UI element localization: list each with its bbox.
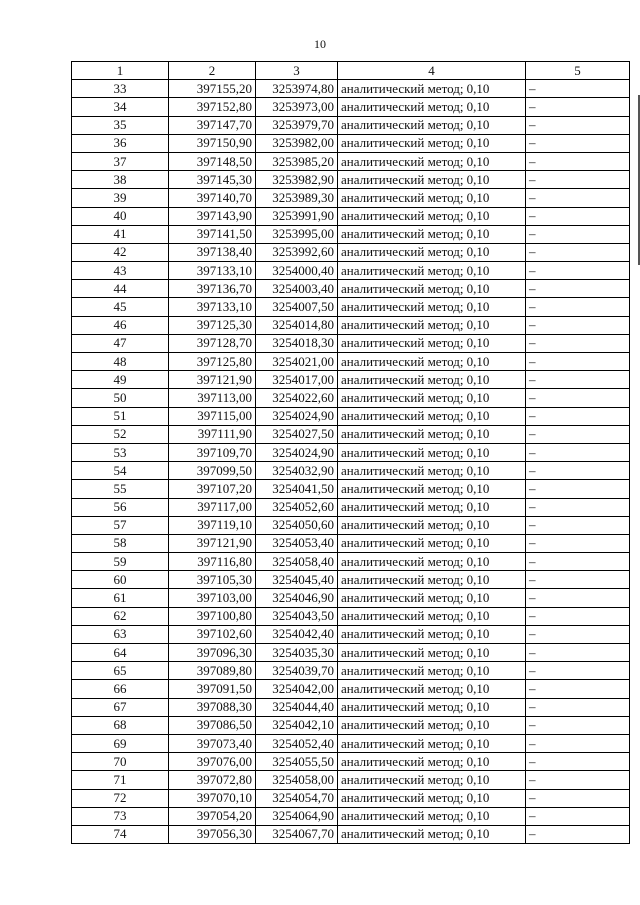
point-number-cell: 43 [72, 262, 169, 280]
table-row [72, 680, 630, 698]
x-coordinate-cell: 397072,80 [169, 771, 256, 789]
point-number-cell: 56 [72, 498, 169, 516]
table-row [72, 516, 630, 534]
table-row [72, 134, 630, 152]
x-coordinate-cell: 397152,80 [169, 98, 256, 116]
method-cell: аналитический метод; 0,10 [338, 534, 526, 552]
x-coordinate-cell: 397102,60 [169, 625, 256, 643]
x-coordinate-cell: 397125,30 [169, 316, 256, 334]
point-number-cell: 66 [72, 680, 169, 698]
y-coordinate-cell: 3254027,50 [256, 425, 338, 443]
method-cell: аналитический метод; 0,10 [338, 462, 526, 480]
point-number-cell: 34 [72, 98, 169, 116]
method-cell: аналитический метод; 0,10 [338, 589, 526, 607]
method-cell: аналитический метод; 0,10 [338, 298, 526, 316]
note-cell: – [526, 625, 630, 643]
y-coordinate-cell: 3254041,50 [256, 480, 338, 498]
x-coordinate-cell: 397099,50 [169, 462, 256, 480]
method-cell: аналитический метод; 0,10 [338, 625, 526, 643]
method-cell: аналитический метод; 0,10 [338, 734, 526, 752]
x-coordinate-cell: 397109,70 [169, 443, 256, 461]
point-number-cell: 49 [72, 371, 169, 389]
method-cell: аналитический метод; 0,10 [338, 516, 526, 534]
method-cell: аналитический метод; 0,10 [338, 480, 526, 498]
x-coordinate-cell: 397076,00 [169, 753, 256, 771]
note-cell: – [526, 680, 630, 698]
x-coordinate-cell: 397113,00 [169, 389, 256, 407]
point-number-cell: 51 [72, 407, 169, 425]
x-coordinate-cell: 397155,20 [169, 80, 256, 98]
note-cell: – [526, 371, 630, 389]
note-cell: – [526, 462, 630, 480]
x-coordinate-cell: 397150,90 [169, 134, 256, 152]
y-coordinate-cell: 3254003,40 [256, 280, 338, 298]
note-cell: – [526, 98, 630, 116]
point-number-cell: 63 [72, 625, 169, 643]
table-row [72, 589, 630, 607]
y-coordinate-cell: 3254058,00 [256, 771, 338, 789]
y-coordinate-cell: 3254050,60 [256, 516, 338, 534]
table-row [72, 789, 630, 807]
table-row [72, 316, 630, 334]
point-number-cell: 44 [72, 280, 169, 298]
x-coordinate-cell: 397133,10 [169, 262, 256, 280]
note-cell: – [526, 425, 630, 443]
point-number-cell: 74 [72, 825, 169, 843]
table-row [72, 189, 630, 207]
table-row [72, 443, 630, 461]
note-cell: – [526, 534, 630, 552]
header-col-5: 5 [526, 62, 630, 80]
y-coordinate-cell: 3254032,90 [256, 462, 338, 480]
y-coordinate-cell: 3254067,70 [256, 825, 338, 843]
table-row [72, 644, 630, 662]
point-number-cell: 58 [72, 534, 169, 552]
note-cell: – [526, 207, 630, 225]
note-cell: – [526, 262, 630, 280]
point-number-cell: 68 [72, 716, 169, 734]
method-cell: аналитический метод; 0,10 [338, 771, 526, 789]
x-coordinate-cell: 397103,00 [169, 589, 256, 607]
y-coordinate-cell: 3254022,60 [256, 389, 338, 407]
y-coordinate-cell: 3254053,40 [256, 534, 338, 552]
note-cell: – [526, 825, 630, 843]
method-cell: аналитический метод; 0,10 [338, 571, 526, 589]
x-coordinate-cell: 397140,70 [169, 189, 256, 207]
x-coordinate-cell: 397073,40 [169, 734, 256, 752]
point-number-cell: 36 [72, 134, 169, 152]
point-number-cell: 37 [72, 152, 169, 170]
point-number-cell: 57 [72, 516, 169, 534]
table-row [72, 571, 630, 589]
table-row [72, 534, 630, 552]
y-coordinate-cell: 3254021,00 [256, 353, 338, 371]
note-cell: – [526, 189, 630, 207]
method-cell: аналитический метод; 0,10 [338, 134, 526, 152]
method-cell: аналитический метод; 0,10 [338, 443, 526, 461]
y-coordinate-cell: 3254058,40 [256, 553, 338, 571]
y-coordinate-cell: 3254035,30 [256, 644, 338, 662]
point-number-cell: 72 [72, 789, 169, 807]
page-number: 10 [314, 37, 326, 51]
table-row [72, 771, 630, 789]
y-coordinate-cell: 3253995,00 [256, 225, 338, 243]
x-coordinate-cell: 397138,40 [169, 243, 256, 261]
x-coordinate-cell: 397115,00 [169, 407, 256, 425]
table-row [72, 607, 630, 625]
method-cell: аналитический метод; 0,10 [338, 716, 526, 734]
y-coordinate-cell: 3254018,30 [256, 334, 338, 352]
table-row [72, 498, 630, 516]
note-cell: – [526, 516, 630, 534]
x-coordinate-cell: 397133,10 [169, 298, 256, 316]
method-cell: аналитический метод; 0,10 [338, 389, 526, 407]
x-coordinate-cell: 397125,80 [169, 353, 256, 371]
note-cell: – [526, 116, 630, 134]
x-coordinate-cell: 397070,10 [169, 789, 256, 807]
table-row [72, 116, 630, 134]
table-row [72, 553, 630, 571]
table-row [72, 98, 630, 116]
x-coordinate-cell: 397141,50 [169, 225, 256, 243]
method-cell: аналитический метод; 0,10 [338, 644, 526, 662]
table-row [72, 753, 630, 771]
table-row [72, 734, 630, 752]
table-row [72, 80, 630, 98]
y-coordinate-cell: 3254017,00 [256, 371, 338, 389]
y-coordinate-cell: 3253974,80 [256, 80, 338, 98]
note-cell: – [526, 789, 630, 807]
table-row [72, 480, 630, 498]
y-coordinate-cell: 3254052,60 [256, 498, 338, 516]
x-coordinate-cell: 397117,00 [169, 498, 256, 516]
table-row [72, 207, 630, 225]
y-coordinate-cell: 3253982,00 [256, 134, 338, 152]
method-cell: аналитический метод; 0,10 [338, 753, 526, 771]
method-cell: аналитический метод; 0,10 [338, 171, 526, 189]
point-number-cell: 46 [72, 316, 169, 334]
note-cell: – [526, 753, 630, 771]
point-number-cell: 60 [72, 571, 169, 589]
y-coordinate-cell: 3253991,90 [256, 207, 338, 225]
point-number-cell: 48 [72, 353, 169, 371]
point-number-cell: 70 [72, 753, 169, 771]
table-row [72, 353, 630, 371]
table-row [72, 407, 630, 425]
point-number-cell: 69 [72, 734, 169, 752]
table-row [72, 262, 630, 280]
x-coordinate-cell: 397100,80 [169, 607, 256, 625]
point-number-cell: 53 [72, 443, 169, 461]
x-coordinate-cell: 397088,30 [169, 698, 256, 716]
method-cell: аналитический метод; 0,10 [338, 825, 526, 843]
note-cell: – [526, 134, 630, 152]
note-cell: – [526, 443, 630, 461]
table-row [72, 625, 630, 643]
note-cell: – [526, 698, 630, 716]
table-row [72, 825, 630, 843]
note-cell: – [526, 553, 630, 571]
method-cell: аналитический метод; 0,10 [338, 316, 526, 334]
point-number-cell: 55 [72, 480, 169, 498]
y-coordinate-cell: 3254052,40 [256, 734, 338, 752]
point-number-cell: 62 [72, 607, 169, 625]
x-coordinate-cell: 397119,10 [169, 516, 256, 534]
method-cell: аналитический метод; 0,10 [338, 280, 526, 298]
note-cell: – [526, 243, 630, 261]
table-row [72, 171, 630, 189]
x-coordinate-cell: 397145,30 [169, 171, 256, 189]
x-coordinate-cell: 397086,50 [169, 716, 256, 734]
point-number-cell: 67 [72, 698, 169, 716]
y-coordinate-cell: 3254045,40 [256, 571, 338, 589]
y-coordinate-cell: 3254046,90 [256, 589, 338, 607]
point-number-cell: 38 [72, 171, 169, 189]
point-number-cell: 73 [72, 807, 169, 825]
method-cell: аналитический метод; 0,10 [338, 407, 526, 425]
note-cell: – [526, 716, 630, 734]
table-row [72, 389, 630, 407]
x-coordinate-cell: 397111,90 [169, 425, 256, 443]
table-row [72, 662, 630, 680]
table-row [72, 371, 630, 389]
x-coordinate-cell: 397096,30 [169, 644, 256, 662]
table-row [72, 298, 630, 316]
coordinates-table [71, 61, 630, 844]
note-cell: – [526, 644, 630, 662]
header-col-4: 4 [338, 62, 526, 80]
header-col-3: 3 [256, 62, 338, 80]
method-cell: аналитический метод; 0,10 [338, 662, 526, 680]
method-cell: аналитический метод; 0,10 [338, 334, 526, 352]
method-cell: аналитический метод; 0,10 [338, 225, 526, 243]
x-coordinate-cell: 397136,70 [169, 280, 256, 298]
point-number-cell: 41 [72, 225, 169, 243]
y-coordinate-cell: 3254007,50 [256, 298, 338, 316]
method-cell: аналитический метод; 0,10 [338, 152, 526, 170]
method-cell: аналитический метод; 0,10 [338, 262, 526, 280]
y-coordinate-cell: 3254042,00 [256, 680, 338, 698]
method-cell: аналитический метод; 0,10 [338, 371, 526, 389]
note-cell: – [526, 734, 630, 752]
x-coordinate-cell: 397143,90 [169, 207, 256, 225]
point-number-cell: 42 [72, 243, 169, 261]
method-cell: аналитический метод; 0,10 [338, 425, 526, 443]
y-coordinate-cell: 3254042,40 [256, 625, 338, 643]
method-cell: аналитический метод; 0,10 [338, 189, 526, 207]
method-cell: аналитический метод; 0,10 [338, 498, 526, 516]
method-cell: аналитический метод; 0,10 [338, 807, 526, 825]
note-cell: – [526, 407, 630, 425]
note-cell: – [526, 80, 630, 98]
point-number-cell: 61 [72, 589, 169, 607]
table-row [72, 716, 630, 734]
point-number-cell: 71 [72, 771, 169, 789]
method-cell: аналитический метод; 0,10 [338, 207, 526, 225]
note-cell: – [526, 280, 630, 298]
note-cell: – [526, 589, 630, 607]
y-coordinate-cell: 3253985,20 [256, 152, 338, 170]
x-coordinate-cell: 397116,80 [169, 553, 256, 571]
point-number-cell: 35 [72, 116, 169, 134]
table-row [72, 152, 630, 170]
x-coordinate-cell: 397121,90 [169, 534, 256, 552]
y-coordinate-cell: 3254044,40 [256, 698, 338, 716]
x-coordinate-cell: 397148,50 [169, 152, 256, 170]
y-coordinate-cell: 3254055,50 [256, 753, 338, 771]
note-cell: – [526, 662, 630, 680]
y-coordinate-cell: 3254024,90 [256, 407, 338, 425]
note-cell: – [526, 298, 630, 316]
y-coordinate-cell: 3254054,70 [256, 789, 338, 807]
note-cell: – [526, 389, 630, 407]
note-cell: – [526, 152, 630, 170]
table-header-row [72, 62, 630, 80]
y-coordinate-cell: 3254039,70 [256, 662, 338, 680]
y-coordinate-cell: 3254000,40 [256, 262, 338, 280]
x-coordinate-cell: 397089,80 [169, 662, 256, 680]
note-cell: – [526, 807, 630, 825]
table-row [72, 807, 630, 825]
header-col-2: 2 [169, 62, 256, 80]
method-cell: аналитический метод; 0,10 [338, 607, 526, 625]
point-number-cell: 59 [72, 553, 169, 571]
point-number-cell: 40 [72, 207, 169, 225]
x-coordinate-cell: 397054,20 [169, 807, 256, 825]
table-row [72, 280, 630, 298]
y-coordinate-cell: 3253982,90 [256, 171, 338, 189]
x-coordinate-cell: 397107,20 [169, 480, 256, 498]
y-coordinate-cell: 3253992,60 [256, 243, 338, 261]
note-cell: – [526, 316, 630, 334]
note-cell: – [526, 607, 630, 625]
method-cell: аналитический метод; 0,10 [338, 116, 526, 134]
y-coordinate-cell: 3253973,00 [256, 98, 338, 116]
y-coordinate-cell: 3254064,90 [256, 807, 338, 825]
y-coordinate-cell: 3253979,70 [256, 116, 338, 134]
point-number-cell: 50 [72, 389, 169, 407]
note-cell: – [526, 225, 630, 243]
x-coordinate-cell: 397128,70 [169, 334, 256, 352]
table-row [72, 462, 630, 480]
point-number-cell: 54 [72, 462, 169, 480]
y-coordinate-cell: 3254024,90 [256, 443, 338, 461]
header-col-1: 1 [72, 62, 169, 80]
note-cell: – [526, 571, 630, 589]
method-cell: аналитический метод; 0,10 [338, 98, 526, 116]
x-coordinate-cell: 397056,30 [169, 825, 256, 843]
table-row [72, 698, 630, 716]
y-coordinate-cell: 3254014,80 [256, 316, 338, 334]
note-cell: – [526, 498, 630, 516]
method-cell: аналитический метод; 0,10 [338, 789, 526, 807]
note-cell: – [526, 771, 630, 789]
note-cell: – [526, 171, 630, 189]
table-row [72, 243, 630, 261]
table-row [72, 225, 630, 243]
point-number-cell: 64 [72, 644, 169, 662]
note-cell: – [526, 353, 630, 371]
method-cell: аналитический метод; 0,10 [338, 243, 526, 261]
point-number-cell: 47 [72, 334, 169, 352]
y-coordinate-cell: 3254043,50 [256, 607, 338, 625]
method-cell: аналитический метод; 0,10 [338, 553, 526, 571]
table-row [72, 425, 630, 443]
x-coordinate-cell: 397147,70 [169, 116, 256, 134]
note-cell: – [526, 480, 630, 498]
point-number-cell: 52 [72, 425, 169, 443]
x-coordinate-cell: 397105,30 [169, 571, 256, 589]
point-number-cell: 65 [72, 662, 169, 680]
y-coordinate-cell: 3253989,30 [256, 189, 338, 207]
x-coordinate-cell: 397091,50 [169, 680, 256, 698]
point-number-cell: 39 [72, 189, 169, 207]
table-row [72, 334, 630, 352]
method-cell: аналитический метод; 0,10 [338, 80, 526, 98]
point-number-cell: 33 [72, 80, 169, 98]
method-cell: аналитический метод; 0,10 [338, 680, 526, 698]
point-number-cell: 45 [72, 298, 169, 316]
note-cell: – [526, 334, 630, 352]
x-coordinate-cell: 397121,90 [169, 371, 256, 389]
y-coordinate-cell: 3254042,10 [256, 716, 338, 734]
method-cell: аналитический метод; 0,10 [338, 698, 526, 716]
method-cell: аналитический метод; 0,10 [338, 353, 526, 371]
